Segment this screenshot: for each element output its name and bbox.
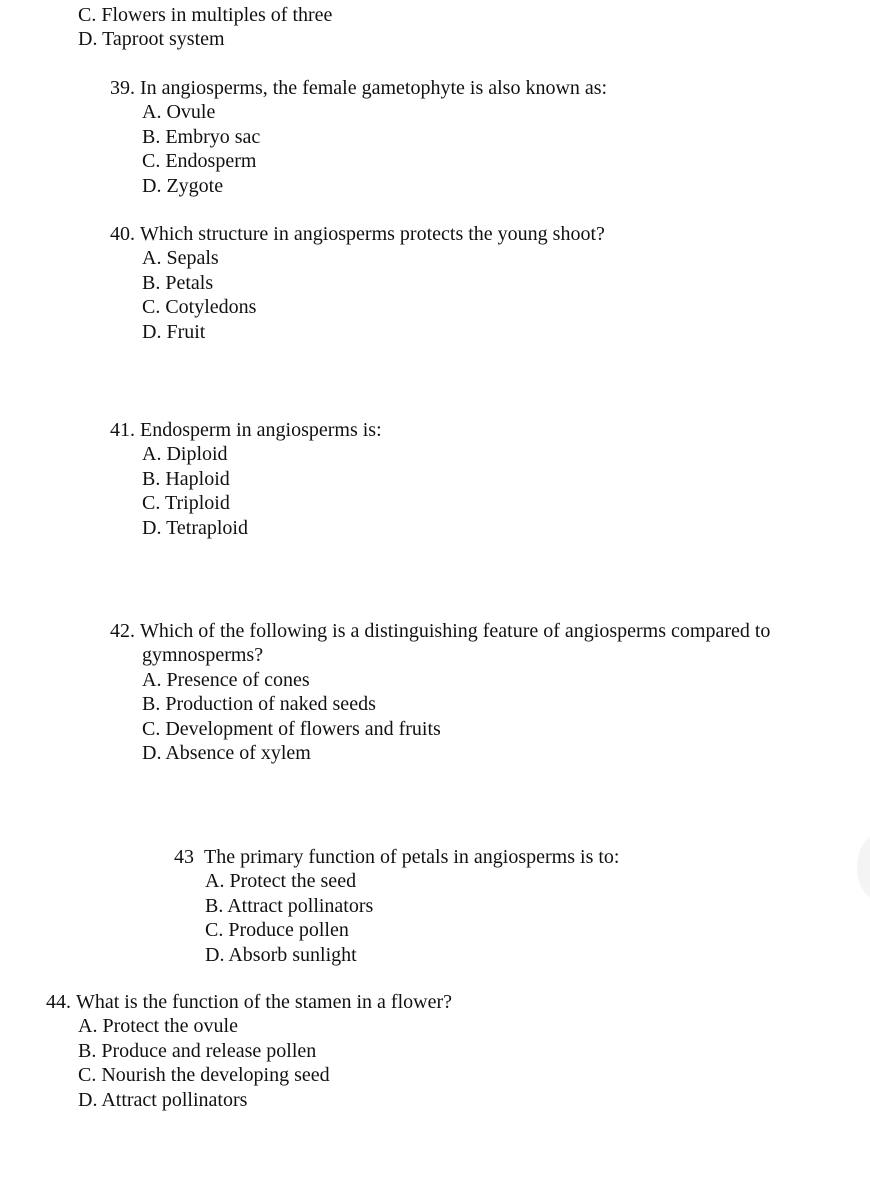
option-d: D. Absorb sunlight [205, 943, 357, 966]
question-number: 43 [174, 846, 194, 868]
option-d: D. Attract pollinators [78, 1088, 248, 1111]
option-b: B. Produce and release pollen [78, 1039, 317, 1062]
question-stem [110, 76, 607, 100]
question-number: 40. [110, 223, 135, 245]
prev-question-option-c: C. Flowers in multiples of three [78, 4, 333, 26]
option-c: C. Nourish the developing seed [78, 1064, 330, 1086]
question-stem [110, 222, 605, 246]
option-c: C. Triploid [142, 492, 230, 514]
option-d: D. Zygote [142, 174, 224, 197]
option-list [46, 1014, 452, 1112]
question-stem [110, 619, 770, 643]
question-stem [110, 418, 382, 442]
edge-scroll-handle[interactable] [857, 835, 870, 899]
option-list [174, 869, 619, 967]
question-41 [110, 418, 382, 540]
question-stem [46, 990, 452, 1014]
question-stem [174, 845, 619, 869]
option-d: D. Absence of xylem [142, 742, 311, 764]
question-number: 44. [46, 991, 71, 1013]
option-a: A. Presence of cones [142, 668, 310, 691]
question-number: 41. [110, 419, 135, 441]
option-c: C. Cotyledons [142, 296, 257, 318]
question-text: What is the function of the stamen in a flower? [76, 991, 452, 1013]
question-number: 39. [110, 77, 135, 99]
question-text: The primary function of petals in angiosperms is to: [204, 846, 620, 868]
question-40 [110, 222, 605, 344]
option-a: A. Protect the ovule [78, 1015, 238, 1037]
option-list [110, 100, 607, 198]
option-c: C. Development of flowers and fruits [142, 717, 441, 740]
option-a: A. Diploid [142, 443, 228, 465]
question-text: In angiosperms, the female gametophyte is also known as: [140, 77, 608, 99]
option-a: A. Protect the seed [205, 870, 357, 892]
question-text-line-2: gymnosperms? [142, 644, 264, 666]
option-a: A. Sepals [142, 247, 219, 269]
option-list [110, 442, 382, 540]
option-d: D. Fruit [142, 320, 206, 343]
question-44 [46, 990, 452, 1112]
option-a: A. Ovule [142, 101, 216, 123]
question-42 [110, 619, 770, 766]
option-b: B. Embryo sac [142, 125, 261, 148]
option-b: B. Petals [142, 271, 214, 294]
question-text: Endosperm in angiosperms is: [140, 419, 382, 441]
option-c: C. Produce pollen [205, 919, 349, 941]
option-b: B. Production of naked seeds [142, 693, 376, 715]
question-text: Which structure in angiosperms protects the young shoot? [140, 223, 605, 245]
option-list [110, 668, 770, 766]
question-43 [174, 845, 619, 967]
prev-question-option-d: D. Taproot system [78, 28, 225, 50]
option-b: B. Haploid [142, 467, 230, 490]
option-list [110, 246, 605, 344]
question-text-line-1: Which of the following is a distinguishing feature of angiosperms compared to [140, 620, 771, 642]
question-39 [110, 76, 607, 198]
question-number: 42. [110, 620, 135, 642]
option-d: D. Tetraploid [142, 516, 248, 539]
option-c: C. Endosperm [142, 150, 257, 172]
option-b: B. Attract pollinators [205, 894, 374, 917]
